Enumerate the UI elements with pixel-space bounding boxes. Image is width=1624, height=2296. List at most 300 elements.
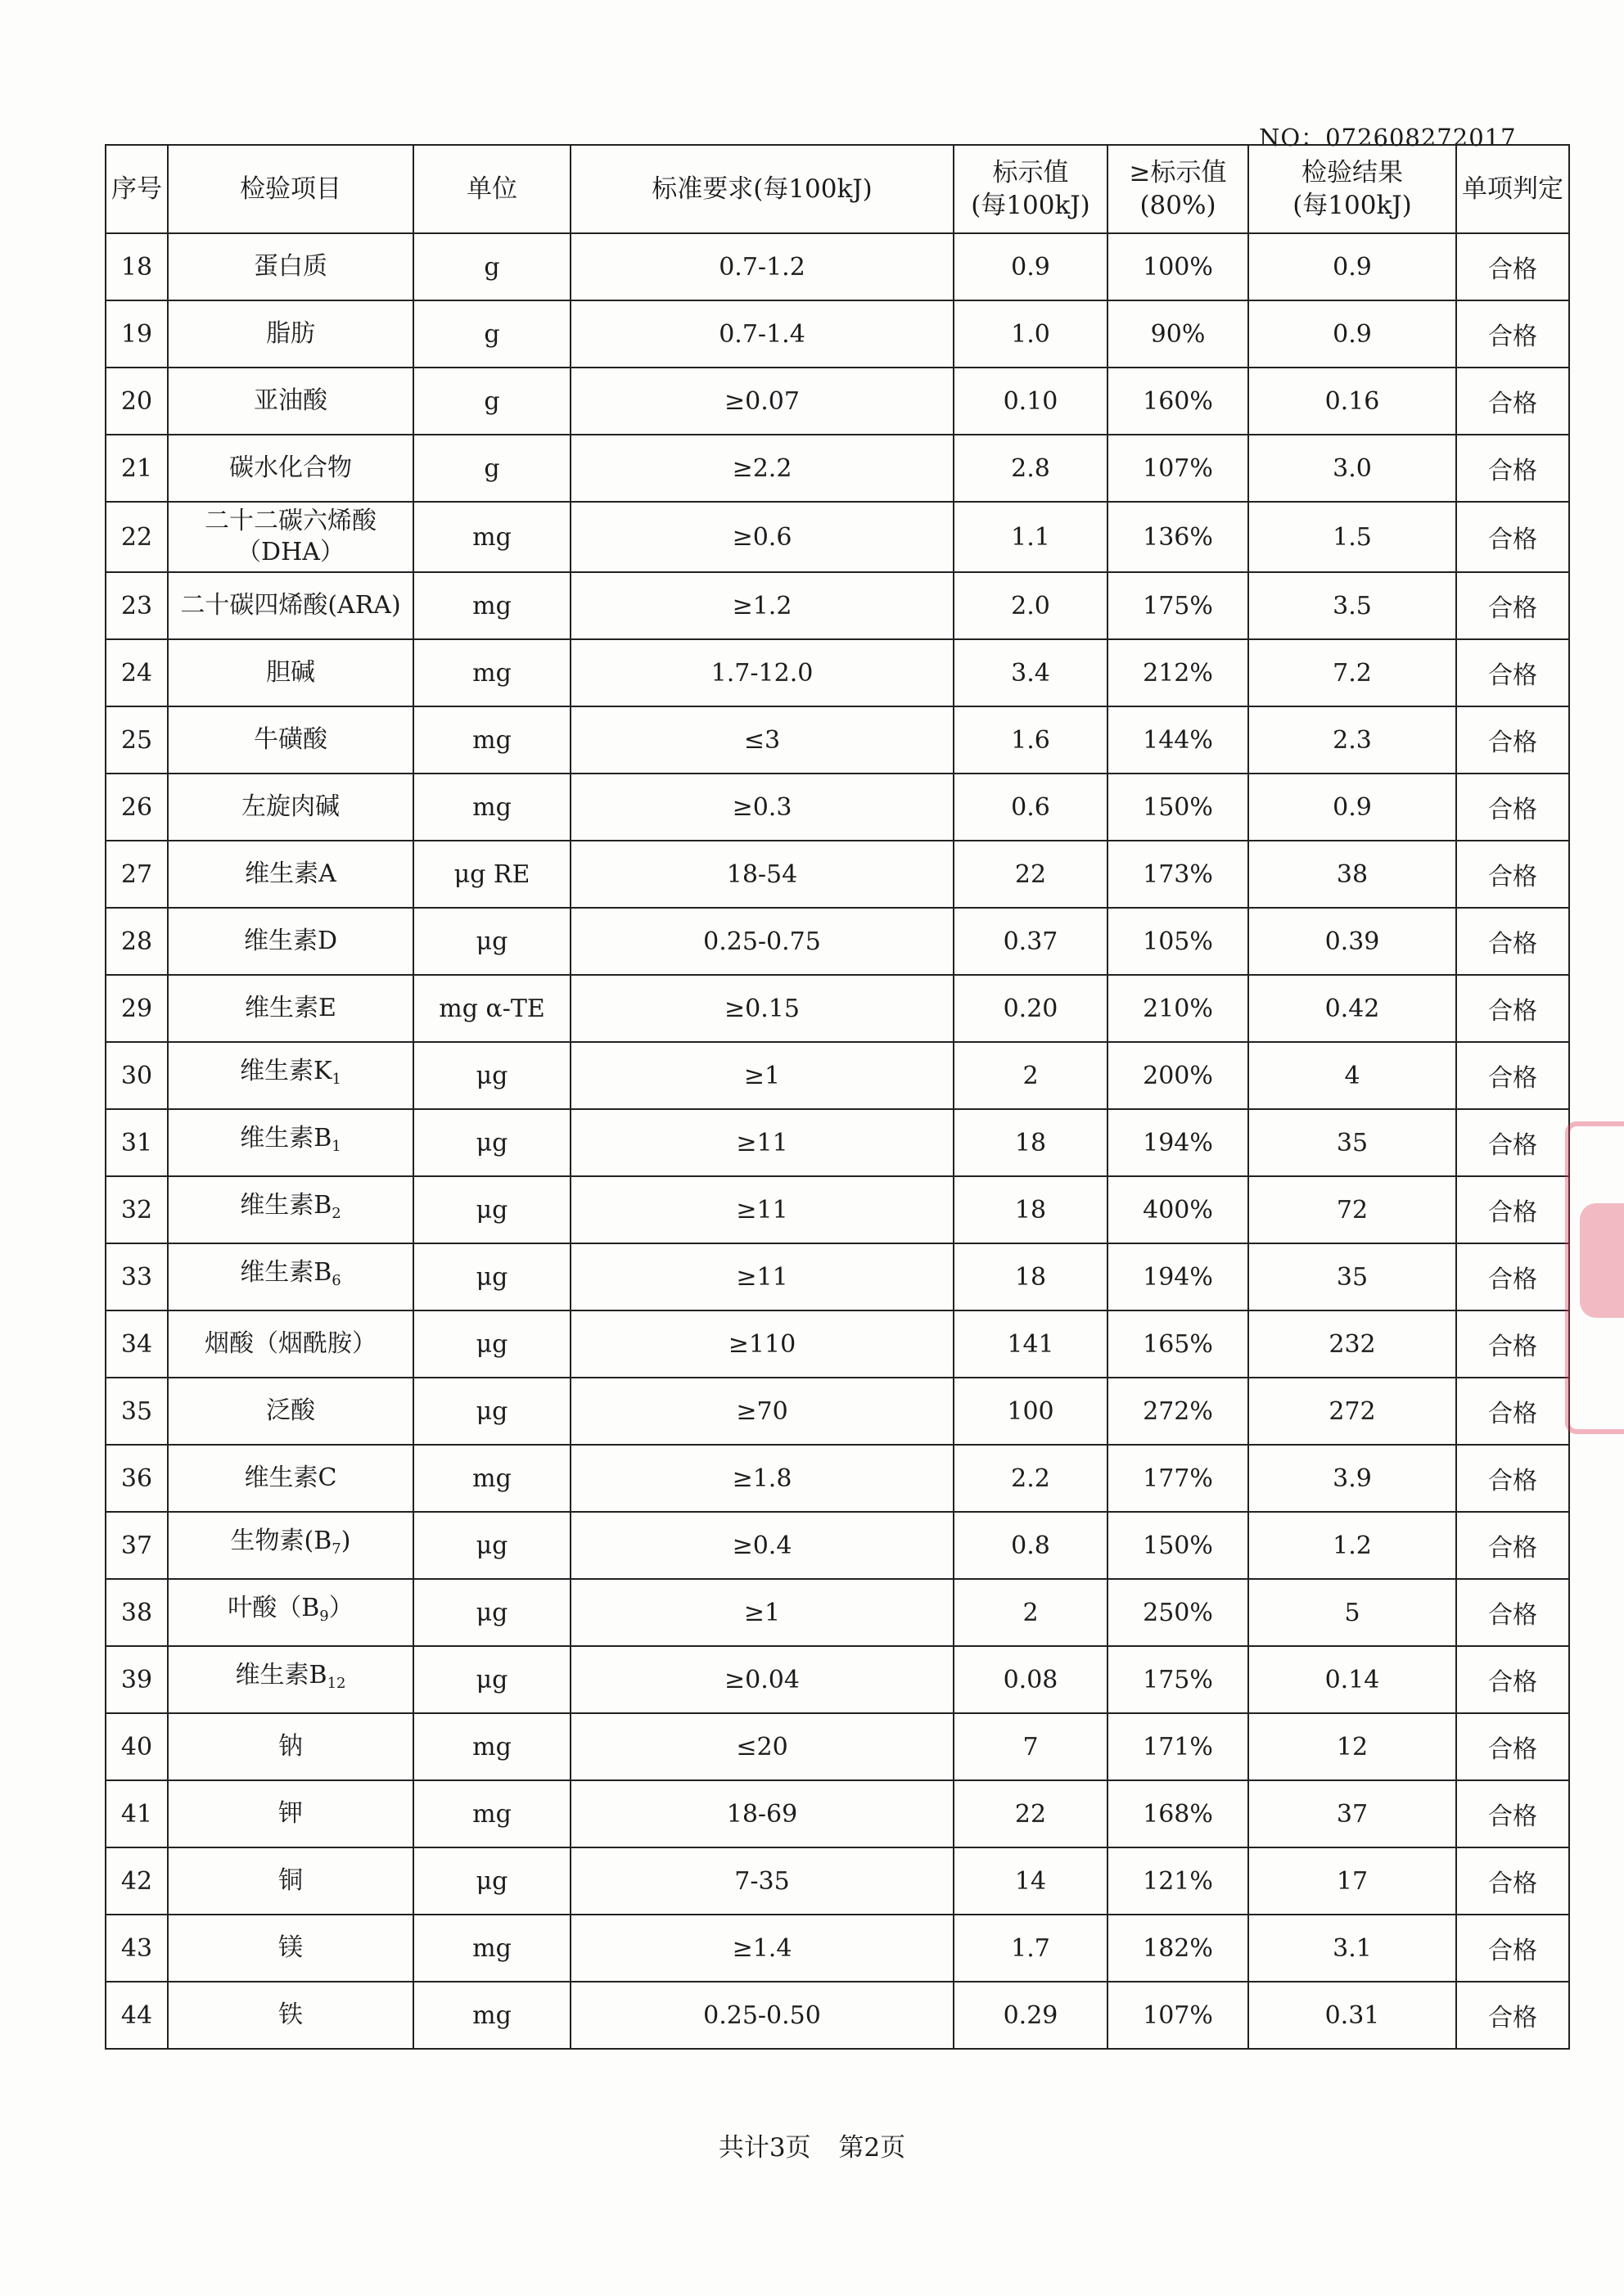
cell-judgement: 合格 — [1456, 1982, 1569, 2049]
header-standard: 标准要求(每100kJ) — [571, 145, 954, 233]
cell-standard: 0.7-1.2 — [571, 233, 954, 300]
cell-item — [168, 1915, 413, 1982]
cell-result: 5 — [1248, 1579, 1456, 1646]
cell-judgement: 合格 — [1456, 1042, 1569, 1109]
cell-result: 272 — [1248, 1378, 1456, 1445]
item-name: 铁 — [278, 2001, 303, 2029]
cell-label-value: 2 — [954, 1579, 1107, 1646]
item-name: 维生素K — [240, 1057, 332, 1085]
header-pct — [1107, 145, 1248, 233]
cell-judgement: 合格 — [1456, 1310, 1569, 1378]
cell-unit: mg — [413, 1713, 571, 1780]
cell-seq: 20 — [106, 368, 168, 435]
cell-unit: mg — [413, 774, 571, 841]
table-row — [106, 435, 1569, 502]
item-name: 维生素A — [245, 859, 336, 888]
item-name: 维生素E — [245, 994, 336, 1022]
cell-standard: ≥1.4 — [571, 1915, 954, 1982]
table-row — [106, 908, 1569, 975]
cell-result: 38 — [1248, 841, 1456, 908]
cell-item — [168, 1310, 413, 1378]
cell-pct: 194% — [1107, 1243, 1248, 1310]
cell-label-value: 100 — [954, 1378, 1107, 1445]
cell-standard: ≥2.2 — [571, 435, 954, 502]
cell-result: 0.42 — [1248, 975, 1456, 1042]
cell-seq: 43 — [106, 1915, 168, 1982]
cell-standard: ≥1.2 — [571, 572, 954, 639]
cell-seq: 25 — [106, 706, 168, 774]
cell-seq: 29 — [106, 975, 168, 1042]
cell-unit: μg — [413, 1378, 571, 1445]
page-footer — [0, 2127, 1624, 2163]
table-row — [106, 1915, 1569, 1982]
cell-seq: 26 — [106, 774, 168, 841]
cell-seq: 32 — [106, 1176, 168, 1243]
cell-result: 0.9 — [1248, 233, 1456, 300]
cell-label-value: 1.1 — [954, 502, 1107, 572]
cell-standard: 7-35 — [571, 1847, 954, 1915]
cell-item — [168, 502, 413, 572]
cell-judgement: 合格 — [1456, 502, 1569, 572]
cell-seq: 37 — [106, 1512, 168, 1579]
cell-pct: 100% — [1107, 233, 1248, 300]
item-name: 钾 — [278, 1799, 303, 1828]
cell-seq: 23 — [106, 572, 168, 639]
cell-label-value: 18 — [954, 1243, 1107, 1310]
cell-item — [168, 1243, 413, 1310]
cell-unit: mg — [413, 1982, 571, 2049]
cell-unit: μg — [413, 1579, 571, 1646]
cell-seq: 40 — [106, 1713, 168, 1780]
cell-result: 2.3 — [1248, 706, 1456, 774]
item-name-tail: ) — [341, 1527, 351, 1555]
cell-result: 0.39 — [1248, 908, 1456, 975]
cell-standard: 0.25-0.75 — [571, 908, 954, 975]
table-row — [106, 1176, 1569, 1243]
cell-pct: 165% — [1107, 1310, 1248, 1378]
cell-item — [168, 368, 413, 435]
cell-unit: g — [413, 300, 571, 368]
cell-standard: ≥0.15 — [571, 975, 954, 1042]
cell-unit: μg — [413, 1243, 571, 1310]
table-row — [106, 975, 1569, 1042]
item-name: 亚油酸 — [254, 386, 327, 415]
item-subscript: 1 — [332, 1138, 341, 1155]
item-name: 二十二碳六烯酸（DHA） — [205, 507, 377, 566]
header-label-value — [954, 145, 1107, 233]
cell-standard: ≤3 — [571, 706, 954, 774]
cell-label-value: 0.8 — [954, 1512, 1107, 1579]
cell-pct: 121% — [1107, 1847, 1248, 1915]
cell-unit: mg — [413, 1780, 571, 1847]
item-name: 维生素B — [235, 1661, 327, 1689]
cell-unit: mg — [413, 1445, 571, 1512]
cell-unit: μg — [413, 1310, 571, 1378]
cell-seq: 44 — [106, 1982, 168, 2049]
cell-label-value: 22 — [954, 1780, 1107, 1847]
cell-result: 1.2 — [1248, 1512, 1456, 1579]
cell-standard: ≥1.8 — [571, 1445, 954, 1512]
cell-label-value: 141 — [954, 1310, 1107, 1378]
cell-standard: 18-54 — [571, 841, 954, 908]
cell-pct: 272% — [1107, 1378, 1248, 1445]
cell-unit: mg — [413, 572, 571, 639]
item-name: 维生素D — [243, 927, 338, 955]
cell-label-value: 2.8 — [954, 435, 1107, 502]
cell-judgement: 合格 — [1456, 1243, 1569, 1310]
cell-judgement: 合格 — [1456, 841, 1569, 908]
cell-unit: μg — [413, 1176, 571, 1243]
cell-judgement: 合格 — [1456, 1176, 1569, 1243]
cell-result: 35 — [1248, 1109, 1456, 1176]
cell-judgement: 合格 — [1456, 1780, 1569, 1847]
cell-item — [168, 1042, 413, 1109]
cell-label-value: 1.7 — [954, 1915, 1107, 1982]
cell-result: 0.16 — [1248, 368, 1456, 435]
cell-unit: μg — [413, 908, 571, 975]
cell-label-value: 18 — [954, 1176, 1107, 1243]
item-name: 左旋肉碱 — [241, 792, 340, 821]
cell-standard: 18-69 — [571, 1780, 954, 1847]
cell-label-value: 2.0 — [954, 572, 1107, 639]
cell-pct: 171% — [1107, 1713, 1248, 1780]
cell-pct: 212% — [1107, 639, 1248, 706]
cell-judgement: 合格 — [1456, 233, 1569, 300]
cell-unit: μg — [413, 1109, 571, 1176]
cell-item — [168, 975, 413, 1042]
cell-standard: 0.25-0.50 — [571, 1982, 954, 2049]
cell-label-value: 0.6 — [954, 774, 1107, 841]
item-name: 镁 — [278, 1933, 303, 1962]
cell-pct: 107% — [1107, 435, 1248, 502]
cell-unit: μg — [413, 1646, 571, 1713]
header-pct-line2: (80%) — [1139, 191, 1216, 220]
cell-label-value: 7 — [954, 1713, 1107, 1780]
cell-standard: ≥0.6 — [571, 502, 954, 572]
item-subscript: 9 — [319, 1608, 329, 1625]
table-row — [106, 774, 1569, 841]
cell-label-value: 0.20 — [954, 975, 1107, 1042]
cell-unit: μg — [413, 1512, 571, 1579]
item-name: 碳水化合物 — [229, 453, 352, 482]
cell-seq: 19 — [106, 300, 168, 368]
table-row — [106, 233, 1569, 300]
cell-result: 3.0 — [1248, 435, 1456, 502]
cell-seq: 31 — [106, 1109, 168, 1176]
item-name: 维生素C — [244, 1464, 337, 1492]
header-label-value-line1: 标示值 — [992, 158, 1069, 187]
cell-pct: 210% — [1107, 975, 1248, 1042]
cell-label-value: 18 — [954, 1109, 1107, 1176]
cell-judgement: 合格 — [1456, 1512, 1569, 1579]
table-row — [106, 1780, 1569, 1847]
item-name: 维生素B — [240, 1258, 332, 1287]
item-name-tail: ） — [328, 1594, 354, 1622]
cell-result: 35 — [1248, 1243, 1456, 1310]
cell-pct: 177% — [1107, 1445, 1248, 1512]
item-subscript: 12 — [327, 1675, 346, 1692]
cell-item — [168, 1982, 413, 2049]
header-result-line2: (每100kJ) — [1292, 191, 1412, 220]
cell-label-value: 0.9 — [954, 233, 1107, 300]
cell-result: 232 — [1248, 1310, 1456, 1378]
cell-unit: mg — [413, 1915, 571, 1982]
cell-item — [168, 908, 413, 975]
item-name: 胆碱 — [266, 658, 315, 687]
table-row — [106, 1512, 1569, 1579]
table-row — [106, 1310, 1569, 1378]
table-row — [106, 706, 1569, 774]
cell-pct: 160% — [1107, 368, 1248, 435]
cell-item — [168, 639, 413, 706]
table-header-row — [106, 145, 1569, 233]
cell-result: 37 — [1248, 1780, 1456, 1847]
item-name: 维生素B — [240, 1191, 332, 1220]
cell-pct: 175% — [1107, 572, 1248, 639]
table-row — [106, 841, 1569, 908]
cell-unit: μg — [413, 1042, 571, 1109]
cell-judgement: 合格 — [1456, 774, 1569, 841]
cell-unit: μg — [413, 1847, 571, 1915]
item-name: 铜 — [278, 1866, 303, 1895]
cell-standard: ≥0.3 — [571, 774, 954, 841]
cell-judgement: 合格 — [1456, 368, 1569, 435]
table-row — [106, 572, 1569, 639]
table-row — [106, 1847, 1569, 1915]
cell-item — [168, 1176, 413, 1243]
cell-label-value: 2 — [954, 1042, 1107, 1109]
cell-unit: g — [413, 233, 571, 300]
cell-pct: 250% — [1107, 1579, 1248, 1646]
cell-pct: 150% — [1107, 1512, 1248, 1579]
cell-item — [168, 1847, 413, 1915]
cell-result: 4 — [1248, 1042, 1456, 1109]
cell-item — [168, 300, 413, 368]
cell-judgement: 合格 — [1456, 639, 1569, 706]
cell-item — [168, 1378, 413, 1445]
cell-seq: 42 — [106, 1847, 168, 1915]
cell-label-value: 14 — [954, 1847, 1107, 1915]
item-name: 蛋白质 — [254, 252, 327, 281]
cell-seq: 34 — [106, 1310, 168, 1378]
cell-pct: 175% — [1107, 1646, 1248, 1713]
cell-judgement: 合格 — [1456, 1378, 1569, 1445]
item-name: 脂肪 — [266, 319, 315, 348]
footer-total-pages: 共计3页 — [718, 2133, 811, 2163]
cell-judgement: 合格 — [1456, 1847, 1569, 1915]
cell-result: 3.9 — [1248, 1445, 1456, 1512]
cell-seq: 24 — [106, 639, 168, 706]
cell-standard: ≥0.4 — [571, 1512, 954, 1579]
cell-item — [168, 1445, 413, 1512]
table-row — [106, 502, 1569, 572]
cell-result: 1.5 — [1248, 502, 1456, 572]
cell-unit: mg — [413, 639, 571, 706]
inspection-table — [105, 144, 1570, 2050]
cell-label-value: 3.4 — [954, 639, 1107, 706]
header-result — [1248, 145, 1456, 233]
cell-result: 7.2 — [1248, 639, 1456, 706]
cell-item — [168, 1713, 413, 1780]
cell-label-value: 22 — [954, 841, 1107, 908]
header-unit: 单位 — [413, 145, 571, 233]
header-result-line1: 检验结果 — [1301, 158, 1403, 187]
cell-result: 3.5 — [1248, 572, 1456, 639]
item-name: 钠 — [278, 1732, 303, 1761]
cell-item — [168, 572, 413, 639]
cell-result: 0.31 — [1248, 1982, 1456, 2049]
item-name: 二十碳四烯酸(ARA) — [180, 591, 401, 620]
cell-standard: 1.7-12.0 — [571, 639, 954, 706]
item-name: 泛酸 — [266, 1396, 315, 1425]
cell-label-value: 1.0 — [954, 300, 1107, 368]
cell-seq: 33 — [106, 1243, 168, 1310]
table-row — [106, 1042, 1569, 1109]
cell-unit: μg RE — [413, 841, 571, 908]
cell-judgement: 合格 — [1456, 1445, 1569, 1512]
cell-seq: 21 — [106, 435, 168, 502]
cell-result: 0.9 — [1248, 300, 1456, 368]
cell-pct: 200% — [1107, 1042, 1248, 1109]
item-name: 烟酸（烟酰胺） — [205, 1329, 377, 1358]
report-number: NO：072608272017 — [1259, 124, 1517, 151]
cell-item — [168, 706, 413, 774]
cell-pct: 400% — [1107, 1176, 1248, 1243]
item-subscript: 6 — [332, 1272, 341, 1289]
cell-pct: 136% — [1107, 502, 1248, 572]
cell-item — [168, 1780, 413, 1847]
cell-standard: ≥0.07 — [571, 368, 954, 435]
cell-result: 72 — [1248, 1176, 1456, 1243]
cell-item — [168, 233, 413, 300]
cell-seq: 27 — [106, 841, 168, 908]
cell-item — [168, 774, 413, 841]
cell-result: 12 — [1248, 1713, 1456, 1780]
cell-pct: 150% — [1107, 774, 1248, 841]
table-row — [106, 368, 1569, 435]
header-label-value-line2: (每100kJ) — [971, 191, 1090, 220]
cell-label-value: 0.29 — [954, 1982, 1107, 2049]
cell-seq: 28 — [106, 908, 168, 975]
cell-seq: 36 — [106, 1445, 168, 1512]
table-row — [106, 1579, 1569, 1646]
cell-label-value: 0.10 — [954, 368, 1107, 435]
cell-seq: 22 — [106, 502, 168, 572]
cell-standard: ≥1 — [571, 1042, 954, 1109]
cell-item — [168, 1109, 413, 1176]
cell-label-value: 1.6 — [954, 706, 1107, 774]
cell-result: 3.1 — [1248, 1915, 1456, 1982]
table-body — [106, 233, 1569, 2049]
item-name: 牛磺酸 — [254, 725, 327, 754]
cell-item — [168, 1646, 413, 1713]
cell-pct: 182% — [1107, 1915, 1248, 1982]
item-name: 叶酸（B — [228, 1594, 320, 1622]
cell-pct: 173% — [1107, 841, 1248, 908]
cell-judgement: 合格 — [1456, 975, 1569, 1042]
cell-judgement: 合格 — [1456, 908, 1569, 975]
cell-unit: g — [413, 368, 571, 435]
cell-unit: mg — [413, 706, 571, 774]
cell-standard: ≥1 — [571, 1579, 954, 1646]
cell-unit: mg — [413, 502, 571, 572]
cell-standard: ≤20 — [571, 1713, 954, 1780]
cell-judgement: 合格 — [1456, 1713, 1569, 1780]
item-subscript: 1 — [332, 1071, 341, 1088]
cell-seq: 30 — [106, 1042, 168, 1109]
table-row — [106, 1445, 1569, 1512]
cell-pct: 107% — [1107, 1982, 1248, 2049]
cell-judgement: 合格 — [1456, 1915, 1569, 1982]
footer-current-page: 第2页 — [838, 2133, 906, 2163]
table-row — [106, 1243, 1569, 1310]
table-row — [106, 300, 1569, 368]
cell-label-value: 0.37 — [954, 908, 1107, 975]
table-row — [106, 1713, 1569, 1780]
cell-standard: 0.7-1.4 — [571, 300, 954, 368]
cell-item — [168, 841, 413, 908]
header-seq: 序号 — [106, 145, 168, 233]
red-seal-ink — [1580, 1203, 1624, 1318]
header-item: 检验项目 — [168, 145, 413, 233]
cell-result: 0.14 — [1248, 1646, 1456, 1713]
item-name: 维生素B — [240, 1124, 332, 1153]
cell-seq: 18 — [106, 233, 168, 300]
item-subscript: 7 — [332, 1540, 341, 1558]
cell-seq: 35 — [106, 1378, 168, 1445]
item-name: 生物素(B — [230, 1527, 332, 1555]
cell-item — [168, 435, 413, 502]
cell-standard: ≥0.04 — [571, 1646, 954, 1713]
cell-pct: 90% — [1107, 300, 1248, 368]
cell-pct: 144% — [1107, 706, 1248, 774]
cell-unit: g — [413, 435, 571, 502]
cell-pct: 194% — [1107, 1109, 1248, 1176]
cell-judgement: 合格 — [1456, 1109, 1569, 1176]
cell-item — [168, 1512, 413, 1579]
cell-label-value: 2.2 — [954, 1445, 1107, 1512]
cell-seq: 41 — [106, 1780, 168, 1847]
cell-judgement: 合格 — [1456, 706, 1569, 774]
cell-item — [168, 1579, 413, 1646]
table-row — [106, 1646, 1569, 1713]
cell-judgement: 合格 — [1456, 435, 1569, 502]
cell-seq: 39 — [106, 1646, 168, 1713]
cell-unit: mg α-TE — [413, 975, 571, 1042]
cell-standard: ≥11 — [571, 1243, 954, 1310]
cell-seq: 38 — [106, 1579, 168, 1646]
cell-pct: 168% — [1107, 1780, 1248, 1847]
cell-pct: 105% — [1107, 908, 1248, 975]
cell-result: 17 — [1248, 1847, 1456, 1915]
header-judgement: 单项判定 — [1456, 145, 1569, 233]
cell-standard: ≥11 — [571, 1176, 954, 1243]
cell-standard: ≥70 — [571, 1378, 954, 1445]
table-row — [106, 1982, 1569, 2049]
cell-standard: ≥11 — [571, 1109, 954, 1176]
cell-standard: ≥110 — [571, 1310, 954, 1378]
cell-judgement: 合格 — [1456, 572, 1569, 639]
cell-judgement: 合格 — [1456, 1646, 1569, 1713]
cell-judgement: 合格 — [1456, 1579, 1569, 1646]
table-row — [106, 1378, 1569, 1445]
item-subscript: 2 — [332, 1205, 341, 1222]
header-pct-line1: ≥标示值 — [1129, 158, 1227, 187]
table-row — [106, 639, 1569, 706]
cell-result: 0.9 — [1248, 774, 1456, 841]
cell-judgement: 合格 — [1456, 300, 1569, 368]
table-row — [106, 1109, 1569, 1176]
